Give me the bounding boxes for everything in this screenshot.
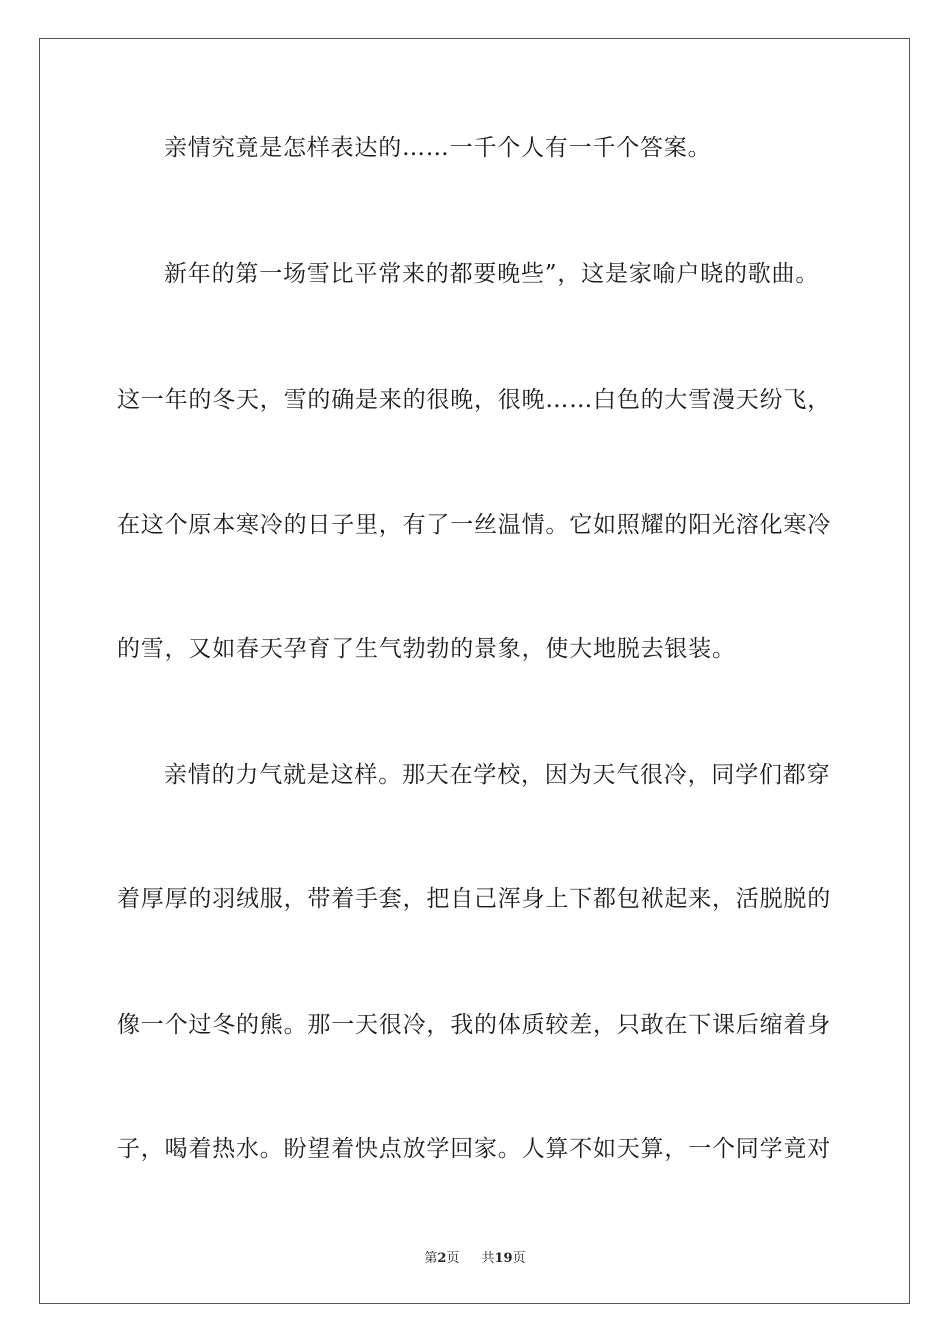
paragraph-line: 新年的第一场雪比平常来的都要晚些”，这是家喻户晓的歌曲。 xyxy=(164,261,820,287)
paragraph-line: 的雪，又如春天孕育了生气勃勃的景象，使大地脱去银装。 xyxy=(117,636,736,662)
paragraph-line: 这一年的冬天，雪的确是来的很晚，很晚……白色的大雪漫天纷飞， xyxy=(117,387,831,413)
paragraph-line: 着厚厚的羽绒服，带着手套，把自己浑身上下都包袱起来，活脱脱的 xyxy=(117,886,831,912)
paragraph-line: 在这个原本寒冷的日子里，有了一丝温情。它如照耀的阳光溶化寒冷 xyxy=(117,512,831,538)
paragraph-line: 亲情的力气就是这样。那天在学校，因为天气很冷，同学们都穿 xyxy=(164,762,831,788)
paragraph-line: 像一个过冬的熊。那一天很冷，我的体质较差，只敢在下课后缩着身 xyxy=(117,1012,831,1038)
total-pages-indicator: 共19页 xyxy=(481,1251,526,1266)
paragraph-line: 子，喝着热水。盼望着快点放学回家。人算不如天算，一个同学竟对 xyxy=(117,1136,831,1162)
paragraph-line: 亲情究竟是怎样表达的……一千个人有一千个答案。 xyxy=(164,135,712,161)
page-border xyxy=(39,38,910,1304)
page-footer xyxy=(0,1247,950,1266)
page-indicator: 第2页 xyxy=(424,1251,460,1266)
